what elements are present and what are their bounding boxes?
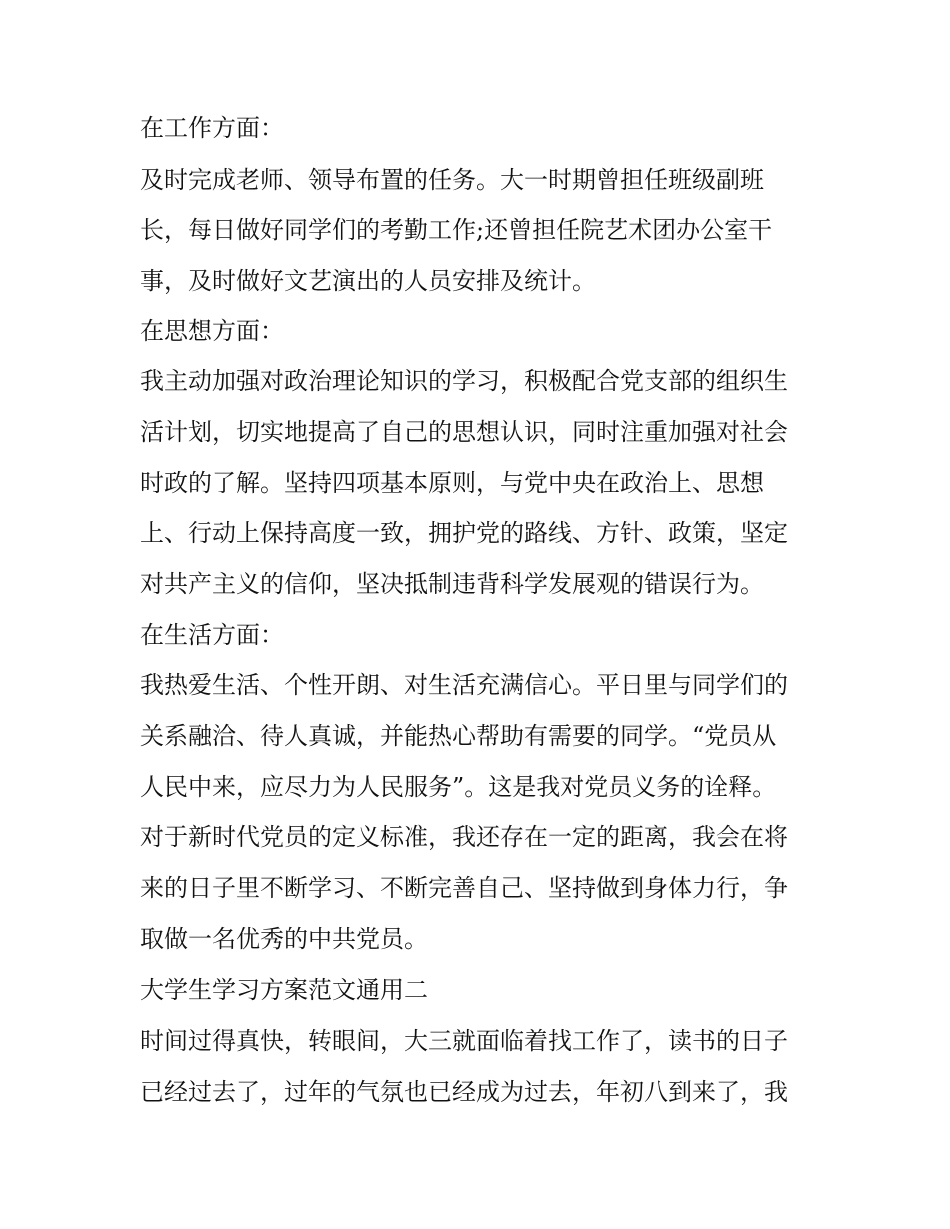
text-line: 时间过得真快，转眼间，大三就面临着找工作了，读书的日子 — [140, 1027, 788, 1055]
section-heading-life: 在生活方面： — [140, 621, 284, 649]
text-line: 及时完成老师、领导布置的任务。大一时期曾担任班级副班 — [140, 166, 764, 194]
text-line: 活计划，切实地提高了自己的思想认识，同时注重加强对社会 — [140, 418, 788, 446]
text-line: 来的日子里不断学习、不断完善自己、坚持做到身体力行，争 — [140, 874, 788, 902]
text-line: 人民中来，应尽力为人民服务”。这是我对党员义务的诠释。 — [140, 773, 777, 801]
text-line: 对共产主义的信仰，坚决抵制违背科学发展观的错误行为。 — [140, 570, 764, 598]
text-line: 长，每日做好同学们的考勤工作;还曾担任院艺术团办公室干 — [140, 216, 773, 244]
text-line: 上、行动上保持高度一致，拥护党的路线、方针、政策，坚定 — [140, 519, 788, 547]
text-line: 已经过去了，过年的气氛也已经成为过去，年初八到来了，我 — [140, 1078, 788, 1106]
section-title-plan-two: 大学生学习方案范文通用二 — [140, 976, 428, 1004]
text-line: 事，及时做好文艺演出的人员安排及统计。 — [140, 267, 596, 295]
section-heading-thought: 在思想方面： — [140, 317, 284, 345]
text-line: 我主动加强对政治理论知识的学习，积极配合党支部的组织生 — [140, 367, 788, 395]
text-line: 我热爱生活、个性开朗、对生活充满信心。平日里与同学们的 — [140, 671, 788, 699]
text-line: 对于新时代党员的定义标准，我还存在一定的距离，我会在将 — [140, 823, 788, 851]
text-line: 取做一名优秀的中共党员。 — [140, 925, 428, 953]
text-line: 关系融洽、待人真诚，并能热心帮助有需要的同学。“党员从 — [140, 722, 777, 750]
text-line: 时政的了解。坚持四项基本原则，与党中央在政治上、思想 — [140, 469, 764, 497]
section-heading-work: 在工作方面： — [140, 114, 284, 142]
